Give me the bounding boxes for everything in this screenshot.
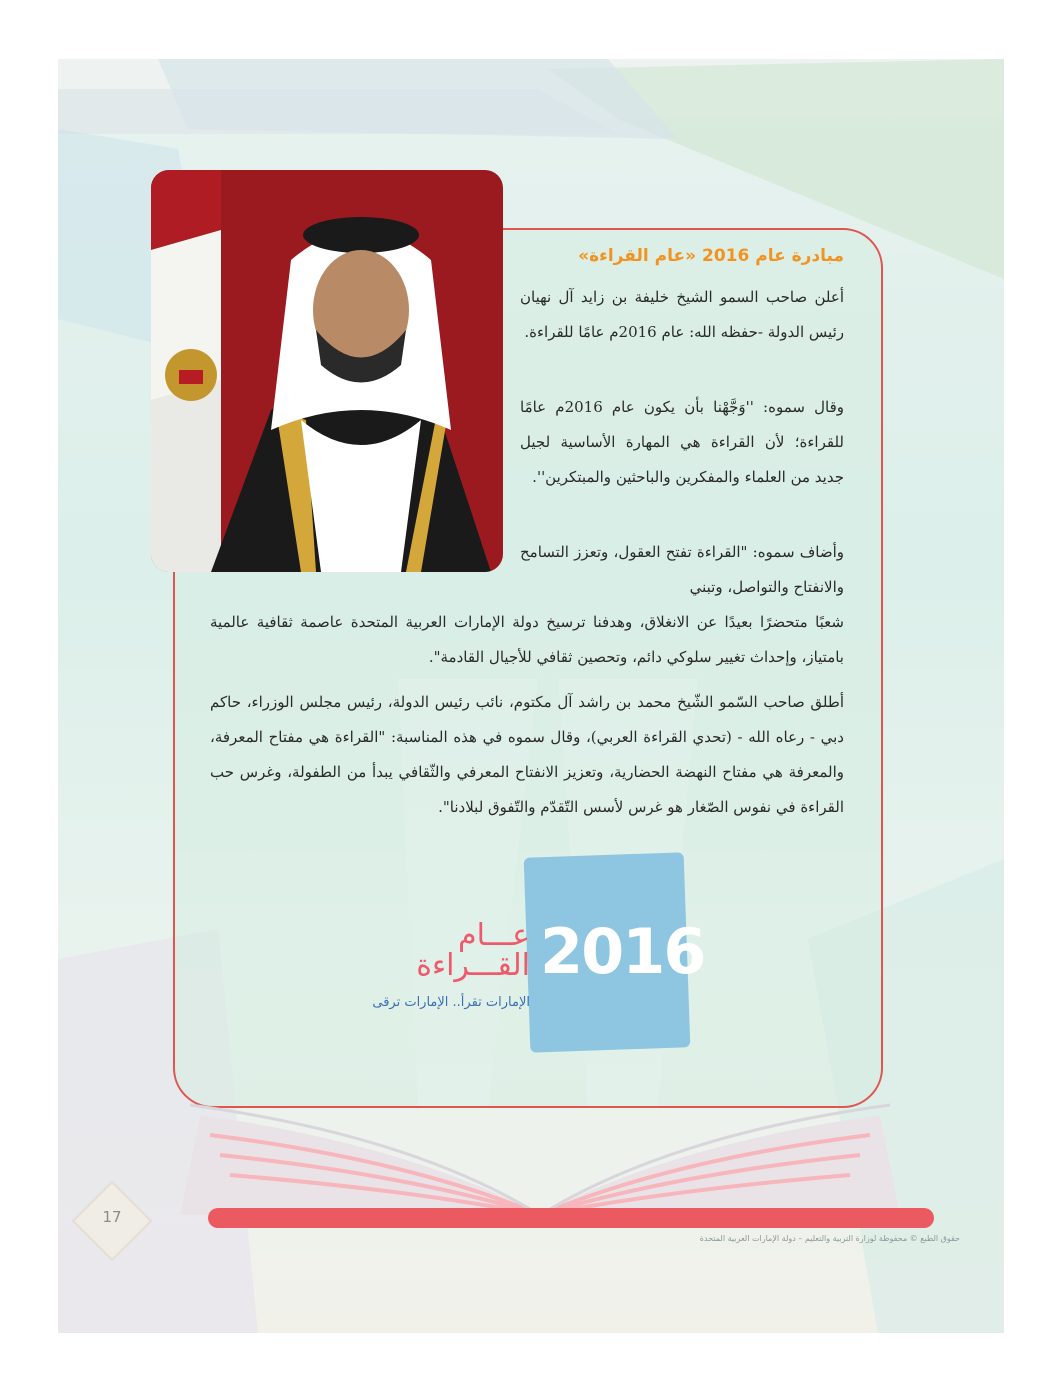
portrait-image bbox=[151, 170, 503, 572]
logo-word-year: عـــام bbox=[458, 918, 530, 953]
paragraph-2: وقال سموه: ''وَجَّهْنا بأن يكون عام 2016م عامًا للقراءة؛ لأن القراءة هي المهارة الأساسية لجيل جديد من العلماء والمفكرين والباحثين والمبتكرين''. bbox=[520, 398, 844, 486]
paragraph-3: وأضاف سموه: "القراءة تفتح العقول، وتعزز التسامح والانفتاح والتواصل، وتبني bbox=[520, 543, 844, 596]
page-number: 17 bbox=[102, 1208, 122, 1226]
logo-tagline: الإمارات تقرأ.. الإمارات ترقى bbox=[372, 995, 530, 1010]
logo-year: 2016 bbox=[540, 915, 705, 988]
portrait-photo bbox=[151, 170, 503, 572]
paragraph-5: أطلق صاحب السّمو الشّيخ محمد بن راشد آل مكتوم، نائب رئيس الدولة، رئيس مجلس الوزراء، حاكم دبي - رعاه الله - (تحدي القراءة العربي)، وقال سموه في هذه المناسبة: "القراءة هي مفتاح المعرفة، والمعرفة هي مفتاح النهضة الحضارية، وتعزيز الانفتاح المعرفي والثّقافي يبدأ من الطفولة، وغرس حب القراءة في نفوس الصّغار هو غرس لأسس التّقدّم والتّفوق لبلادنا". bbox=[210, 693, 844, 816]
logo-word-reading: القـــراءة bbox=[416, 948, 530, 983]
paragraph-1: أعلن صاحب السمو الشيخ خليفة بن زايد آل نهيان رئيس الدولة -حفظه الله: عام 2016م عامًا للقراءة. bbox=[520, 288, 844, 341]
copyright-footer: حقوق الطبع © محفوظة لوزارة التربية والتعليم – دولة الإمارات العربية المتحدة bbox=[699, 1234, 960, 1243]
paragraph-4: شعبًا متحضرًا بعيدًا عن الانغلاق، وهدفنا ترسيخ دولة الإمارات العربية المتحدة عاصمة ثقافية عالمية بامتياز، وإحداث تغيير سلوكي دائم، وتحصين ثقافي للأجيال القادمة". bbox=[210, 613, 844, 666]
red-bar bbox=[208, 1208, 934, 1228]
article-heading: مبادرة عام 2016 «عام القراءة» bbox=[578, 246, 844, 266]
